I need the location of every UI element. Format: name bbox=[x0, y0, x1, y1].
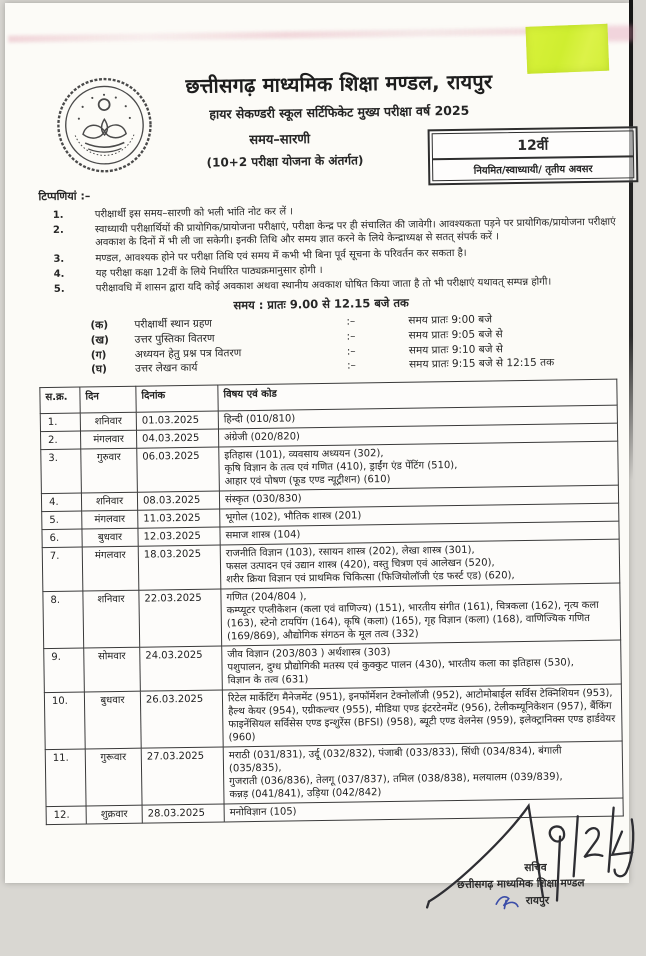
schedule-separator: :– bbox=[346, 330, 356, 343]
cell-serial: 2. bbox=[40, 431, 80, 450]
cell-serial: 3. bbox=[41, 449, 82, 494]
table-row bbox=[45, 741, 623, 807]
notes-heading: टिप्पणियां :– bbox=[38, 189, 91, 204]
subject-line: विज्ञान के तत्व (631) bbox=[227, 674, 309, 687]
cell-day: मंगलवार bbox=[82, 546, 139, 591]
header-day: दिन bbox=[80, 386, 136, 413]
cell-day: मंगलवार bbox=[82, 510, 138, 529]
schedule-time: समय प्रातः 9:00 बजे bbox=[408, 313, 493, 327]
subject-line: भूगोल (102), भौतिक शास्त्र (201) bbox=[225, 510, 362, 524]
cell-serial: 8. bbox=[43, 591, 84, 649]
schedule-label: (ग) bbox=[90, 348, 107, 361]
signatory-city: रायपुर bbox=[525, 894, 550, 908]
notes-list bbox=[0, 199, 644, 298]
cell-date: 26.03.2025 bbox=[140, 690, 223, 748]
schedule-activity: परीक्षार्थी स्थान ग्रहण bbox=[134, 317, 213, 331]
cell-day: शनिवार bbox=[81, 492, 137, 511]
schedule-list bbox=[0, 310, 645, 378]
schedule-label: (ख) bbox=[90, 333, 109, 347]
cell-date: 22.03.2025 bbox=[139, 589, 222, 647]
schedule-activity: उत्तर पुस्तिका वितरण bbox=[134, 332, 215, 346]
cell-date: 18.03.2025 bbox=[138, 545, 221, 590]
cell-day: बुधवार bbox=[82, 528, 138, 547]
cell-subjects bbox=[220, 539, 620, 589]
schedule-label: (क) bbox=[90, 319, 109, 332]
schedule-separator: :– bbox=[346, 344, 356, 358]
subject-line: हिन्दी (010/810) bbox=[223, 413, 296, 426]
cell-subjects bbox=[222, 640, 622, 690]
schedule-activity: अध्ययन हेतु प्रश्न पत्र वितरण bbox=[134, 346, 242, 361]
blue-ink-mark-icon bbox=[493, 892, 521, 910]
subject-line: फसल उत्पादन एवं उद्यान शास्त्र (420), वस्तु चित्रण एवं आलेखन (520), bbox=[225, 557, 495, 573]
header-serial: स.क्र. bbox=[40, 387, 80, 414]
cell-date: 24.03.2025 bbox=[140, 646, 223, 691]
table-row bbox=[44, 684, 622, 750]
schedule-time: समय प्रातः 9:10 बजे से bbox=[408, 342, 503, 357]
subject-line: रिटेल मार्केटिंग मैनेजमेंट (951), इनफॉर्मेशन टेक्नोलॉजी (952), आटोमोबाईल सर्विस टेक्निशियन (953), हैल्थ केयर (954), एग्रीकल्चर (955), मीडिया एण्ड इंटरटेनमेंट (956), टेलीकम्यूनिकेशन (957), बैंकिंग फाइनेंसियल सर्विसेस एण्ड इन्शुरेंस (BFSI) (958), ब्यूटी एण्ड वेलनेस (959), इलेक्ट्रानिक्स एण्ड हार्डवेयर (960) bbox=[227, 687, 616, 744]
signatory-block bbox=[412, 858, 629, 912]
cell-day: शुक्रवार bbox=[86, 805, 142, 824]
schedule-time: समय प्रातः 9:15 बजे से 12:15 तक bbox=[408, 356, 555, 371]
header-date: दिनांक bbox=[136, 385, 218, 412]
subject-line: कन्नड़ (041/841), उड़िया (042/842) bbox=[229, 787, 382, 801]
signatory-org: छत्तीसगढ़ माध्यमिक शिक्षा मण्डल bbox=[456, 877, 585, 892]
note-text: परीक्षार्थी इस समय–सारणी को भली भांति नोट कर लें । bbox=[94, 206, 294, 221]
cell-date: 01.03.2025 bbox=[136, 411, 218, 430]
cell-serial: 7. bbox=[42, 547, 83, 592]
schedule-separator: :– bbox=[346, 359, 356, 372]
subject-line: मराठी (031/831), उर्दू (032/832), पंजाबी (033/833), सिंधी (034/834), बंगाली (035/835), bbox=[228, 745, 562, 775]
cell-subjects bbox=[223, 741, 623, 804]
note-number: 5. bbox=[53, 283, 65, 295]
exam-title: हायर सेकण्डरी स्कूल सर्टिफिकेट मुख्य परीक्षा वर्ष 2025 bbox=[209, 102, 470, 122]
cell-day: सोमवार bbox=[84, 647, 141, 692]
note-number: 3. bbox=[53, 253, 65, 265]
class-label: 12वीं bbox=[517, 137, 549, 155]
cell-subjects bbox=[219, 441, 619, 491]
cell-day: शनिवार bbox=[80, 412, 136, 431]
signatory-title: सचिव bbox=[524, 861, 547, 874]
note-text: मण्डल, आवश्यक होने पर परीक्षा तिथि एवं समय में कभी भी बिना पूर्व सूचना के परिवर्तन कर सकता है। bbox=[95, 247, 467, 264]
schedule-activity: उत्तर लेखन कार्य bbox=[134, 361, 198, 375]
cell-date: 27.03.2025 bbox=[141, 747, 224, 805]
subject-line: जीव विज्ञान (203/803 ) अर्थशास्त्र (303) bbox=[227, 646, 391, 661]
subject-line: गणित (204/804 ), bbox=[226, 591, 307, 604]
subject-line: अंग्रेजी (020/820) bbox=[224, 431, 301, 444]
cell-subjects bbox=[222, 684, 622, 747]
timetable-label: समय–सारणी bbox=[249, 132, 311, 149]
subject-line: कृषि विज्ञान के तत्व एवं गणित (410), ड्राईंग एंड पेंटिंग (510), bbox=[224, 459, 458, 475]
exam-timetable bbox=[39, 378, 623, 825]
table-row bbox=[43, 583, 621, 649]
cell-serial: 4. bbox=[41, 493, 81, 512]
cell-date: 12.03.2025 bbox=[138, 527, 220, 546]
cell-day: शनिवार bbox=[83, 590, 140, 648]
signature-area bbox=[6, 816, 646, 956]
subject-line: इतिहास (101), व्यवसाय अध्ययन (302), bbox=[224, 447, 384, 462]
subject-line: गुजराती (036/836), तेलगू (037/837), तमिल (038/838), मलयालम (039/839), bbox=[229, 771, 563, 788]
cell-subjects bbox=[221, 583, 621, 646]
cell-serial: 1. bbox=[40, 413, 80, 432]
scheme-note: (10+2 परीक्षा योजना के अंतर्गत) bbox=[206, 153, 364, 170]
document-header bbox=[0, 0, 642, 177]
cell-date: 04.03.2025 bbox=[136, 429, 218, 448]
header-subject: विषय एवं कोड bbox=[218, 379, 617, 411]
subject-line: पशुपालन, दुग्ध प्रौद्योगिकी मतस्य एवं कुक्कुट पालन (430), भारतीय कला का इतिहास (530), bbox=[227, 657, 574, 674]
note-text: यह परीक्षा कक्षा 12वीं के लिये निर्धारित पाठ्यक्रमानुसार होगी । bbox=[95, 264, 323, 280]
class-categories: नियमित/स्वाध्यायी/ तृतीय अवसर bbox=[433, 155, 633, 180]
note-number: 1. bbox=[52, 209, 64, 221]
subject-line: समाज शास्त्र (104) bbox=[225, 529, 301, 542]
cell-serial: 5. bbox=[42, 511, 82, 530]
org-name: छत्तीसगढ़ माध्यमिक शिक्षा मण्डल, रायपुर bbox=[185, 69, 493, 98]
cell-serial: 10. bbox=[44, 692, 85, 750]
subject-line: शरीर क्रिया विज्ञान एवं प्राथमिक चिकित्सा (फिजियोलॉजी एंड फर्स्ट एड) (620), bbox=[226, 570, 515, 586]
note-text: परीक्षावधि में शासन द्वारा यदि कोई अवकाश अथवा स्थानीय अवकाश घोषित किया जाता है तो भी परीक्षाएं यथावत् सम्पन्न होगी। bbox=[95, 276, 552, 295]
cell-date: 28.03.2025 bbox=[142, 804, 224, 823]
cell-serial: 6. bbox=[42, 529, 82, 548]
cell-serial: 12. bbox=[46, 806, 86, 825]
subject-line: आहार एवं पोषण (फूड एण्ड न्यूट्रीशन) (610) bbox=[224, 473, 391, 488]
cell-day: मंगलवार bbox=[80, 430, 136, 449]
cell-date: 06.03.2025 bbox=[137, 447, 220, 492]
exam-time-line: समय : प्रातः 9.00 से 12.15 बजे तक bbox=[233, 295, 409, 313]
cell-day: बुधवार bbox=[84, 691, 141, 749]
schedule-separator: :– bbox=[346, 315, 356, 328]
subject-line: कम्प्यूटर एप्लीकेशन (कला एवं वाणिज्य) (151), भारतीय संगीत (161), चित्रकला (162), नृत्य कला (163), स्टेनो टायपिंग (164), कृषि (कला) (165), गृह विज्ञान (कला) (168), वाणिज्यिक गणित (169/869), औद्योगिक संगठन के मूल तत्व (332) bbox=[226, 599, 599, 643]
cell-date: 11.03.2025 bbox=[138, 509, 220, 528]
subject-line: मनोविज्ञान (105) bbox=[229, 806, 297, 819]
cell-day: गुरुवार bbox=[81, 448, 138, 493]
subject-line: संस्कृत (030/830) bbox=[224, 493, 302, 506]
board-seal-icon bbox=[55, 74, 154, 175]
cell-day: गुरूवार bbox=[85, 748, 142, 806]
note-number: 4. bbox=[53, 268, 65, 280]
note-text: स्वाध्यायी परीक्षार्थियों की प्रायोगिक/प्रायोजना परीक्षाएं, परीक्षा केन्द्र पर ही संचालित की जावेगी। आवश्यकता पड़ने पर प्रायोगिक/प्रायोजना परीक्षाएं अवकाश के दिनों में भी ली जा सकेगी। इनकी तिथि और समय ज्ञात करने के लिये केन्द्राध्यक्ष से सतत् संपर्क करें । bbox=[94, 216, 616, 249]
class-box bbox=[428, 126, 639, 185]
cell-serial: 9. bbox=[44, 648, 85, 693]
schedule-label: (घ) bbox=[90, 363, 107, 376]
schedule-time: समय प्रातः 9:05 बजे से bbox=[408, 328, 503, 342]
class-box-inner bbox=[432, 130, 635, 181]
cell-serial: 11. bbox=[45, 749, 86, 807]
note-number: 2. bbox=[52, 224, 64, 237]
subject-line: राजनीति विज्ञान (103), रसायन शास्त्र (202), लेखा शास्त्र (301), bbox=[225, 544, 475, 560]
cell-date: 08.03.2025 bbox=[137, 491, 219, 510]
